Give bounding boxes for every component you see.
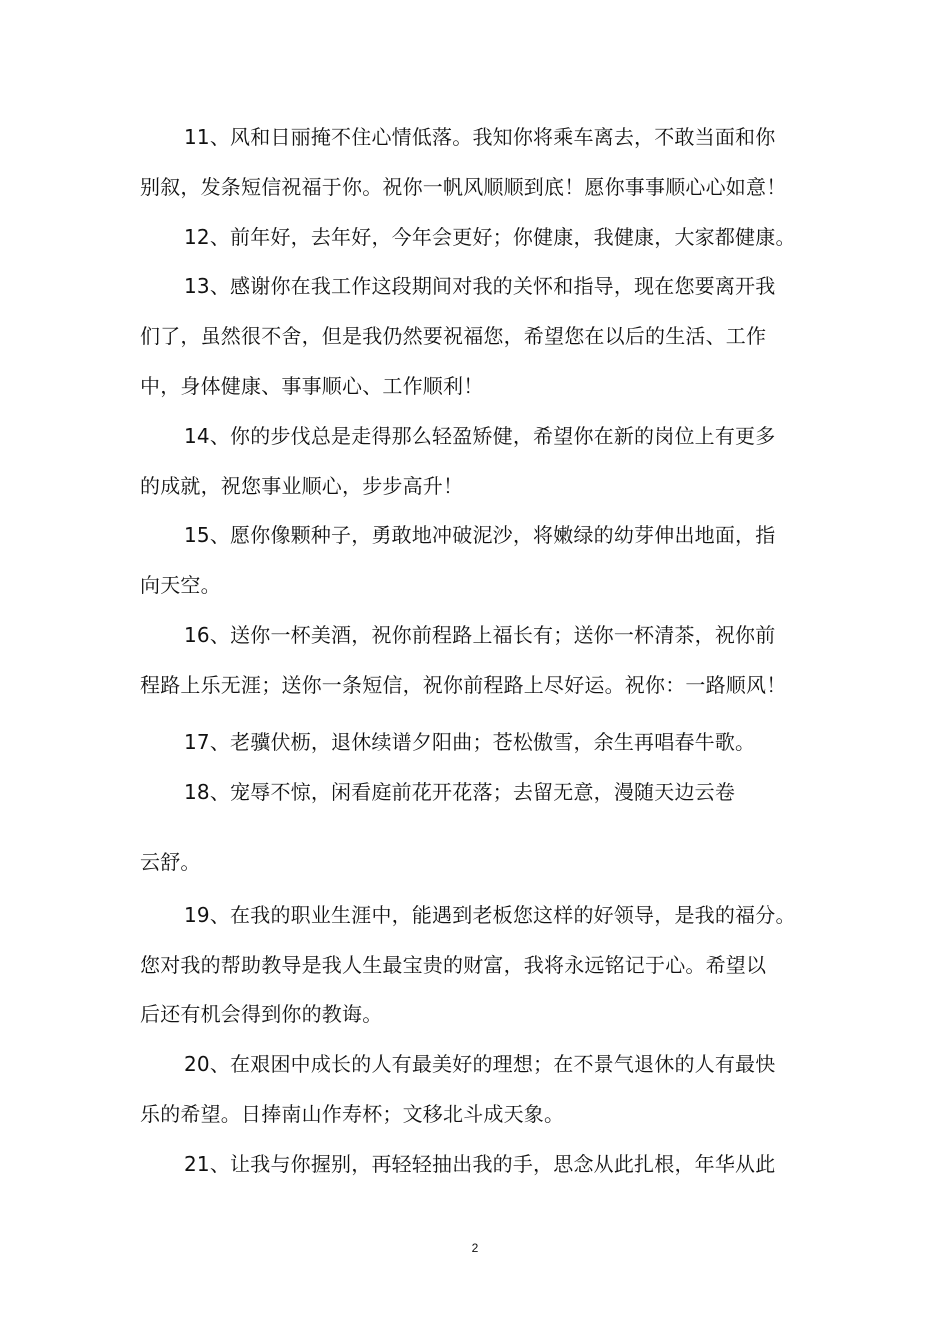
text-line-20-a: 20、在艰困中成长的人有最美好的理想；在不景气退休的人有最快	[184, 1052, 776, 1076]
text-line-11-b: 别叙，发条短信祝福于你。祝你一帆风顺顺到底！愿你事事顺心心如意！	[140, 175, 787, 199]
text-line-13-b: 们了，虽然很不舍，但是我仍然要祝福您，希望您在以后的生活、工作	[140, 324, 767, 348]
text-line-19-c: 后还有机会得到你的教诲。	[140, 1002, 383, 1026]
text-line-15-a: 15、愿你像颗种子，勇敢地冲破泥沙，将嫩绿的幼芽伸出地面，指	[184, 523, 776, 547]
text-line-14-a: 14、你的步伐总是走得那么轻盈矫健，希望你在新的岗位上有更多	[184, 424, 776, 448]
text-line-13-a: 13、感谢你在我工作这段期间对我的关怀和指导，现在您要离开我	[184, 274, 776, 298]
text-line-18-a: 18、宠辱不惊，闲看庭前花开花落；去留无意，漫随天边云卷	[184, 780, 736, 804]
text-line-20-b: 乐的希望。日捧南山作寿杯；文移北斗成天象。	[140, 1102, 565, 1126]
text-line-16-b: 程路上乐无涯；送你一条短信，祝你前程路上尽好运。祝你：一路顺风！	[140, 673, 787, 697]
text-line-19-b: 您对我的帮助教导是我人生最宝贵的财富，我将永远铭记于心。希望以	[140, 953, 767, 977]
page-number: 2	[471, 1241, 479, 1255]
text-line-14-b: 的成就，祝您事业顺心，步步高升！	[140, 474, 464, 498]
text-line-17: 17、老骥伏枥，退休续谱夕阳曲；苍松傲雪，余生再唱春牛歌。	[184, 730, 756, 754]
text-line-18-b: 云舒。	[140, 850, 201, 874]
text-line-13-c: 中，身体健康、事事顺心、工作顺利！	[140, 374, 484, 398]
text-line-21-a: 21、让我与你握别，再轻轻抽出我的手，思念从此扎根，年华从此	[184, 1152, 776, 1176]
text-line-19-a: 19、在我的职业生涯中，能遇到老板您这样的好领导，是我的福分。	[184, 903, 796, 927]
text-line-12: 12、前年好，去年好，今年会更好；你健康，我健康，大家都健康。	[184, 225, 796, 249]
text-line-11-a: 11、风和日丽掩不住心情低落。我知你将乘车离去，不敢当面和你	[184, 125, 776, 149]
text-line-16-a: 16、送你一杯美酒，祝你前程路上福长有；送你一杯清茶，祝你前	[184, 623, 776, 647]
text-line-15-b: 向天空。	[140, 573, 221, 597]
